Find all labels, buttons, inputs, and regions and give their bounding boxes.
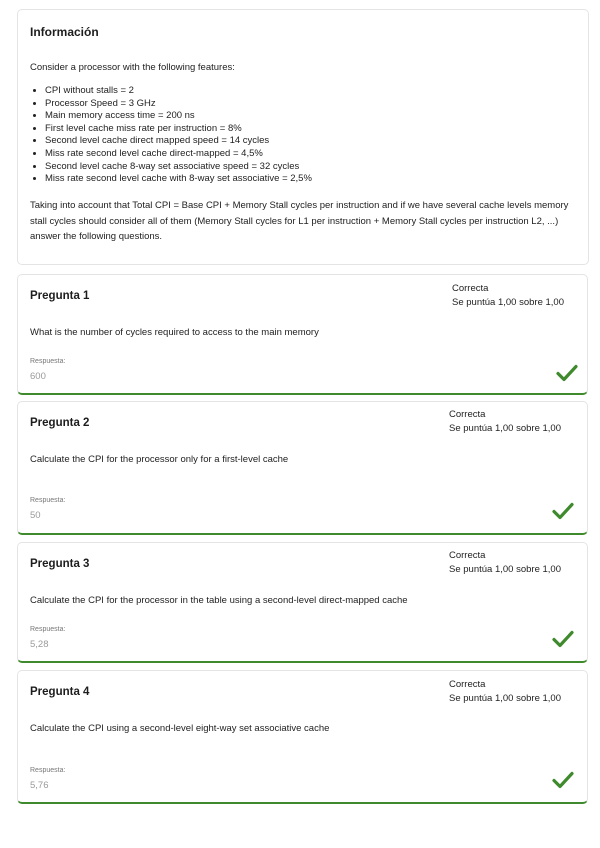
info-card [17,9,589,265]
score-label: Se puntúa 1,00 sobre 1,00 [452,296,564,308]
status-label: Correcta [452,283,489,294]
check-icon [552,771,574,789]
feature-item: • Main memory access time = 200 ns [45,110,312,123]
response-value: 50 [30,510,41,521]
question-status [452,282,564,309]
question-title: Pregunta 4 [30,686,90,698]
feature-item: • Second level cache 8-way set associative speed = 32 cycles [45,161,312,174]
score-label: Se puntúa 1,00 sobre 1,00 [449,422,561,434]
question-text: Calculate the CPI using a second-level eight-way set associative cache [30,723,330,734]
question-status [449,408,561,435]
response-value: 5,28 [30,639,49,650]
response-label: Respuesta: [30,767,66,774]
question-title: Pregunta 2 [30,417,90,429]
score-label: Se puntúa 1,00 sobre 1,00 [449,563,561,575]
info-note: Taking into account that Total CPI = Base CPI + Memory Stall cycles per instruction and if we have several cache levels memory stall cycles should consider all of them (Memory Stall cycles for L1 per instruction + Memory Stall cycles per instruction L2, ...) answer the following questions. [30,200,569,243]
info-title: Información [30,25,99,39]
feature-item: • Second level cache direct mapped speed = 14 cycles [45,135,312,148]
question-status [449,549,561,576]
question-status [449,678,561,705]
response-label: Respuesta: [30,497,66,504]
question-text: Calculate the CPI for the processor in the table using a second-level direct-mapped cache [30,595,408,606]
status-label: Correcta [449,679,486,690]
check-icon [552,502,574,520]
response-value: 600 [30,371,46,382]
info-intro: Consider a processor with the following features: [30,62,235,73]
question-card-3 [17,542,588,663]
score-label: Se puntúa 1,00 sobre 1,00 [449,692,561,704]
feature-item: • Miss rate second level cache direct-mapped = 4,5% [45,148,312,161]
feature-item: • CPI without stalls = 2 [45,85,312,98]
question-card-4 [17,670,588,804]
question-text: What is the number of cycles required to access to the main memory [30,327,319,338]
feature-item: • First level cache miss rate per instruction = 8% [45,123,312,136]
feature-item: • Miss rate second level cache with 8-way set associative = 2,5% [45,173,312,186]
response-label: Respuesta: [30,358,66,365]
question-card-2 [17,401,588,535]
response-value: 5,76 [30,780,49,791]
question-title: Pregunta 3 [30,558,90,570]
features-list [30,85,312,186]
status-label: Correcta [449,550,486,561]
question-card-1 [17,274,588,395]
question-text: Calculate the CPI for the processor only for a first-level cache [30,454,289,465]
response-label: Respuesta: [30,626,66,633]
check-icon [556,364,578,382]
feature-item: • Processor Speed = 3 GHz [45,98,312,111]
check-icon [552,630,574,648]
question-title: Pregunta 1 [30,290,90,302]
status-label: Correcta [449,409,486,420]
